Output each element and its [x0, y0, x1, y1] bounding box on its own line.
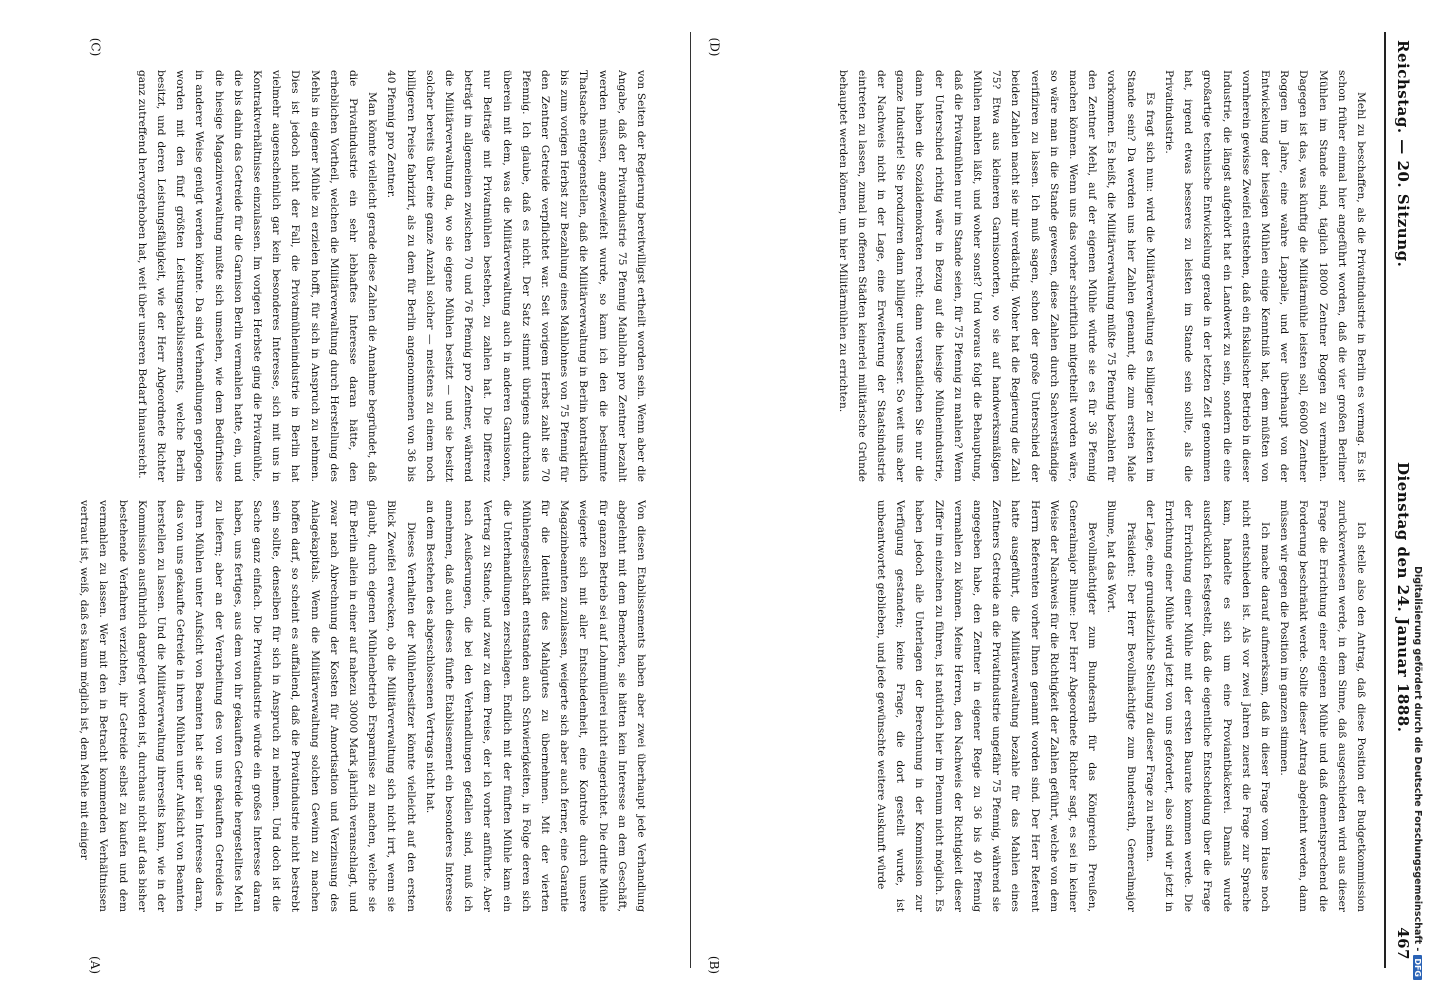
paragraph: Es fragt sich nun: wird die Militärverwaltung es billiger zu leisten im Stande sein? Da werden uns hier Zahlen genannt, die zum ersten Male vorkommen. Es heißt, die Militärverwaltung müßte 75 Pfennig bezahlen für den Zentner Mehl, auf der eigenen Mühle würde sie es für 36 Pfennig machen können. Wenn uns das vorher schriftlich mitgetheilt worden wäre, so wäre man in die Stande gewesen, diese Zahlen durch Sachverständige verifiziren zu lassen. Ich muß sagen, schon der große Unterschied der beiden Zahlen macht sie mir verdächtig. Woher hat die Regierung die Zahl 75? Etwa aus kleineren Garnisonorten, wo sie auf handwerksmäßigen Mühlen mahlen läßt, und woher sonst? Und woraus folgt die Behauptung, daß die Privatmühlen nur im Stande seien, für 75 Pfennig zu mahlen? Wenn der Unterschied richtig wäre in Bezug auf die hiesige Mühlenindustrie, dann haben die Sozialdemokraten recht: dann verstaatlichen Sie nur die ganze Industrie! Sie produziren dann billiger und besser. So weit uns aber der Nachweis nicht in der Lage, eine Erweiterung der Staatsindustrie eintreten zu lassen, zumal in offenen Städten keinerlei militärische Gründe behauptet werden können, um hier Militärmühlen zu errichten. — [836, 70, 1156, 482]
margin-mark-a: (A) — [88, 955, 103, 975]
column-1 — [750, 70, 1370, 482]
paragraph: Man könnte vielleicht gerade diese Zahlen die Annahme begründet, daß die Privatindustrie ein sehr lebhaftes Interesse daran hätte, den erheblichen Vortheil, welchen die Militärverwaltung durch Herstellung des Mehls in eigener Mühle zu erzielen hofft, für sich in Anspruch zu nehmen. Dies ist jedoch nicht der Fall, die Privatmühlenindustrie in Berlin hat vielmehr augenscheinlich gar kein besonderes Interesse, sich mit uns in Kontraktverhältnisse einzulassen. Im vorigen Herbste ging die Privatmühle, die bis dahin das Getreide für die Garnison Berlin vermahlen hatte, ein, und die hiesige Magazinverwaltung mußte sich umsehen, wie dem Bedürfnisse in anderer Weise genügt werden könnte. Da sind Verhandlungen gepflogen worden mit den fünf größten Leistungsetablissements, welche Berlin besitzt, und deren Leistungsfähigkeit, wie der Herr Abgeordnete Richter ganz zutreffend hervorgehoben hat, weit über unseren Bedarf hinausreicht. — [135, 70, 379, 482]
paragraph: Ich mache darauf aufmerksam, daß in dieser Frage vom Hause noch nicht entschieden ist. Als vor zwei Jahren zuerst die Frage zur Sprache kam, handelte es sich um eine Proviantbäckerei. Damals wurde ausdrücklich festgestellt, daß die eigentliche Entscheidung über die Frage der Errichtung einer Mühle mit der ersten Baurate kommen werde. Die Errichtung einer Mühle wird jetzt von uns gefordert, also sind wir jetzt in der Lage, eine grundsätzliche Stellung zu dieser Frage zu nehmen. — [1143, 500, 1271, 912]
dfg-logo: DFG — [1414, 955, 1423, 980]
column-3 — [30, 70, 650, 482]
margin-mark-c: (C) — [88, 37, 103, 57]
margin-mark-d: (D) — [707, 37, 722, 57]
column-rule — [690, 32, 691, 968]
column-4 — [30, 500, 650, 912]
header-session: Reichstag. — 20. Sitzung. — [1394, 40, 1412, 268]
paragraph: Mehl zu beschaffen, als die Privatindustrie in Berlin es vermag. Es ist schon früher einmal hier angeführt worden, daß die vier großen Berliner Mühlen im Stande sind, täglich 18000 Zentner Roggen zu vermahlen. Dagegen ist das, was künftig die Militärmühle leisten soll, 66000 Zentner Roggen im Jahre, eine wahre Lappalie, und wer überhaupt von der Entwickelung der hiesigen Mühlen einige Kenntniß hat, dem müßten von vornherein gewisse Zweifel entstehen, daß ein fiskalischer Betrieb in dieser Industrie, die längst aufgehört hat ein Landwerk zu sein, sondern die eine großartige technische Entwickelung gerade in der letzten Zeit genommen hat, irgend etwas besseres zu leisten im Stande sein sollte, als die Privatindustrie. — [1162, 70, 1367, 482]
speaker-paragraph: Präsident: Der Herr Bevollmächtigte zum Bundesrath, Generalmajor Blume, hat das Wort. — [1105, 500, 1137, 912]
header-date: Dienstag den 24. Januar 1888. — [1394, 462, 1412, 733]
header-rule — [1384, 32, 1386, 968]
paragraph: von Seiten der Regierung bereitwilligst ertheilt worden sein. Wenn aber die Angabe, daß der Privatindustrie 75 Pfennig Mahllohn pro Zentner bezahlt werden müssen, angezweifelt wurde, so kann ich den die bestimmte Thatsache entgegenstellen, daß die Militärverwaltung in Berlin kontraktlich bis zum vorigen Herbst zur Bezahlung eines Mahllohnes von 75 Pfennig für den Zentner Getreide verpflichtet war. Seit vorigem Herbst zahlt sie 70 Pfennig. Ich glaube, daß es nicht. Der Satz stimmt übrigens durchaus überein mit dem, was die Militärverwaltung auch in anderen Garnisonen, nur Beiträge mit Privatmühlen bestehen, zu zahlen hat. Die Differenz beträgt im allgemeinen zwischen 70 und 76 Pfennig pro Zentner, während die Militärverwaltung da, wo sie eigene Mühlen besitzt — und sie besitzt solcher bereits über eine ganze Anzahl solcher — meistens zu einem noch billigeren Preise fabrizirt, als zu dem für Berlin angenommenen von 36 bis 40 Pfennig pro Zentner. — [385, 70, 647, 482]
margin-mark-b: (B) — [707, 955, 722, 975]
credit-text: Digitalisierung gefördert durch die Deutsche Forschungsgemeinschaft - — [1412, 566, 1424, 952]
page-number: 467 — [1394, 927, 1412, 960]
paragraph: Dieses Verhalten der Mühlenbesitzer könnte vielleicht auf den ersten Blick Zweifel erwecken, ob die Militärverwaltung sich nicht irrt, wenn sie glaubt, durch eigenen Mühlenbetrieb Ersparnisse zu machen, welche sie für Berlin allein in einer auf nahezu 30000 Mark jährlich veranschlagt, und zwar nach Abrechnung der Kosten für Amortisation und Verzinsung des Anlagekapitals. Wenn die Militärverwaltung solchen Gewinn zu machen hoffen darf, so scheint es auffallend, daß die Privatindustrie nicht bestrebt sein sollte, denselben für sich in Anspruch zu nehmen. Und doch ist die Sache ganz einfach. Die Privatindustrie würde ein großes Interesse daran haben, uns fertiges, aus dem von ihr gekauften Getreide hergestelltes Mehl zu liefern; aber an der Verarbeitung des von uns gekauften Getreides in ihren Mühlen unter Aufsicht von Beamten hat sie gar kein Interesse daran, das von uns gekaufte Getreide in ihren Mühlen unter Aufsicht von Beamten herstellen zu lassen. Und die Militärverwaltung ihrerseits kann, wie in der Kommission ausführlich dargelegt worden ist, durchaus nicht auf das bisher bestehende Verfahren verzichten, ihr Getreide selbst zu kaufen und dem vermahlen zu lassen. Wer mit den in Betracht kommenden Verhältnissen vertraut ist, weiß, daß es kaum möglich ist, dem Mehle mit einiger — [78, 500, 417, 912]
digitization-credit — [1411, 40, 1425, 980]
paragraph: Ich stelle also den Antrag, daß diese Position der Budgetkommission zurückverwiesen werde, in dem Sinne, daß ausgeschieden wird aus dieser Frage die Errichtung einer eigenen Mühle und daß dementsprechend die Forderung beschränkt werde. Sollte dieser Antrag abgelehnt werden, dann müssen wir gegen die Position im ganzen stimmen. — [1278, 500, 1367, 912]
paragraph: Von diesen Etablissements haben aber zwei überhaupt jede Verhandlung abgelehnt mit dem Bemerken, sie hätten kein Interesse an dem Geschäft, für ganzen Betrieb sei auf Lohnmüllerei nicht eingerichtet. Die dritte Mühle weigerte sich mit aller Entschiedenheit, eine Kontrole durch unsere Magazinbeamten zuzulassen, weigerte sich aber auch ferner, eine Garantie für die Identität des Mahlgutes zu übernehmen. Mit der vierten Mühlengesellschaft entstanden auch Schwierigkeiten, in Folge deren sich die Unterhandlungen zerschlagen. Endlich mit der fünften Mühle kam ein Vertrag zu Stande, und zwar zu dem Preise, der ich vorher anführte. Aber nach Aeußerungen, die bei den Verhandlungen gefallen sind, muß ich annehmen, daß auch dieses fünfte Etablissement ein besonderes Interesse an dem Bestehen des abgeschlossenen Vertrags nicht hat. — [423, 500, 647, 912]
column-2 — [750, 500, 1370, 912]
speaker-paragraph: Bevollmächtigter zum Bundesrath für das Königreich Preußen, Generalmajor Blume: Der Herr Abgeordnete Richter sagt, es sei in keiner Weise der Nachweis für die Richtigkeit der Zahlen geführt, welche von dem Herrn Referenten vorher Ihnen genannt worden sind. Der Herr Referent hatte ausgeführt, die Militärverwaltung bezahle für das Mahlen eines Zentners Getreide an die Privatindustrie ungefähr 75 Pfennig, während sie angegeben habe, den Zentner in eigener Regie zu 36 bis 40 Pfennig vermahlen zu können. Meine Herren, den Nachweis der Richtigkeit dieser Ziffer im einzelnen zu führen, ist natürlich hier im Plenum nicht möglich. Es haben jedoch alle Unterlagen der Berechnung in der Kommission zur Verfügung gestanden; keine Frage, die dort gestellt wurde, ist unbeantwortet geblieben, und jede gewünschte weitere Auskunft würde — [874, 500, 1099, 912]
